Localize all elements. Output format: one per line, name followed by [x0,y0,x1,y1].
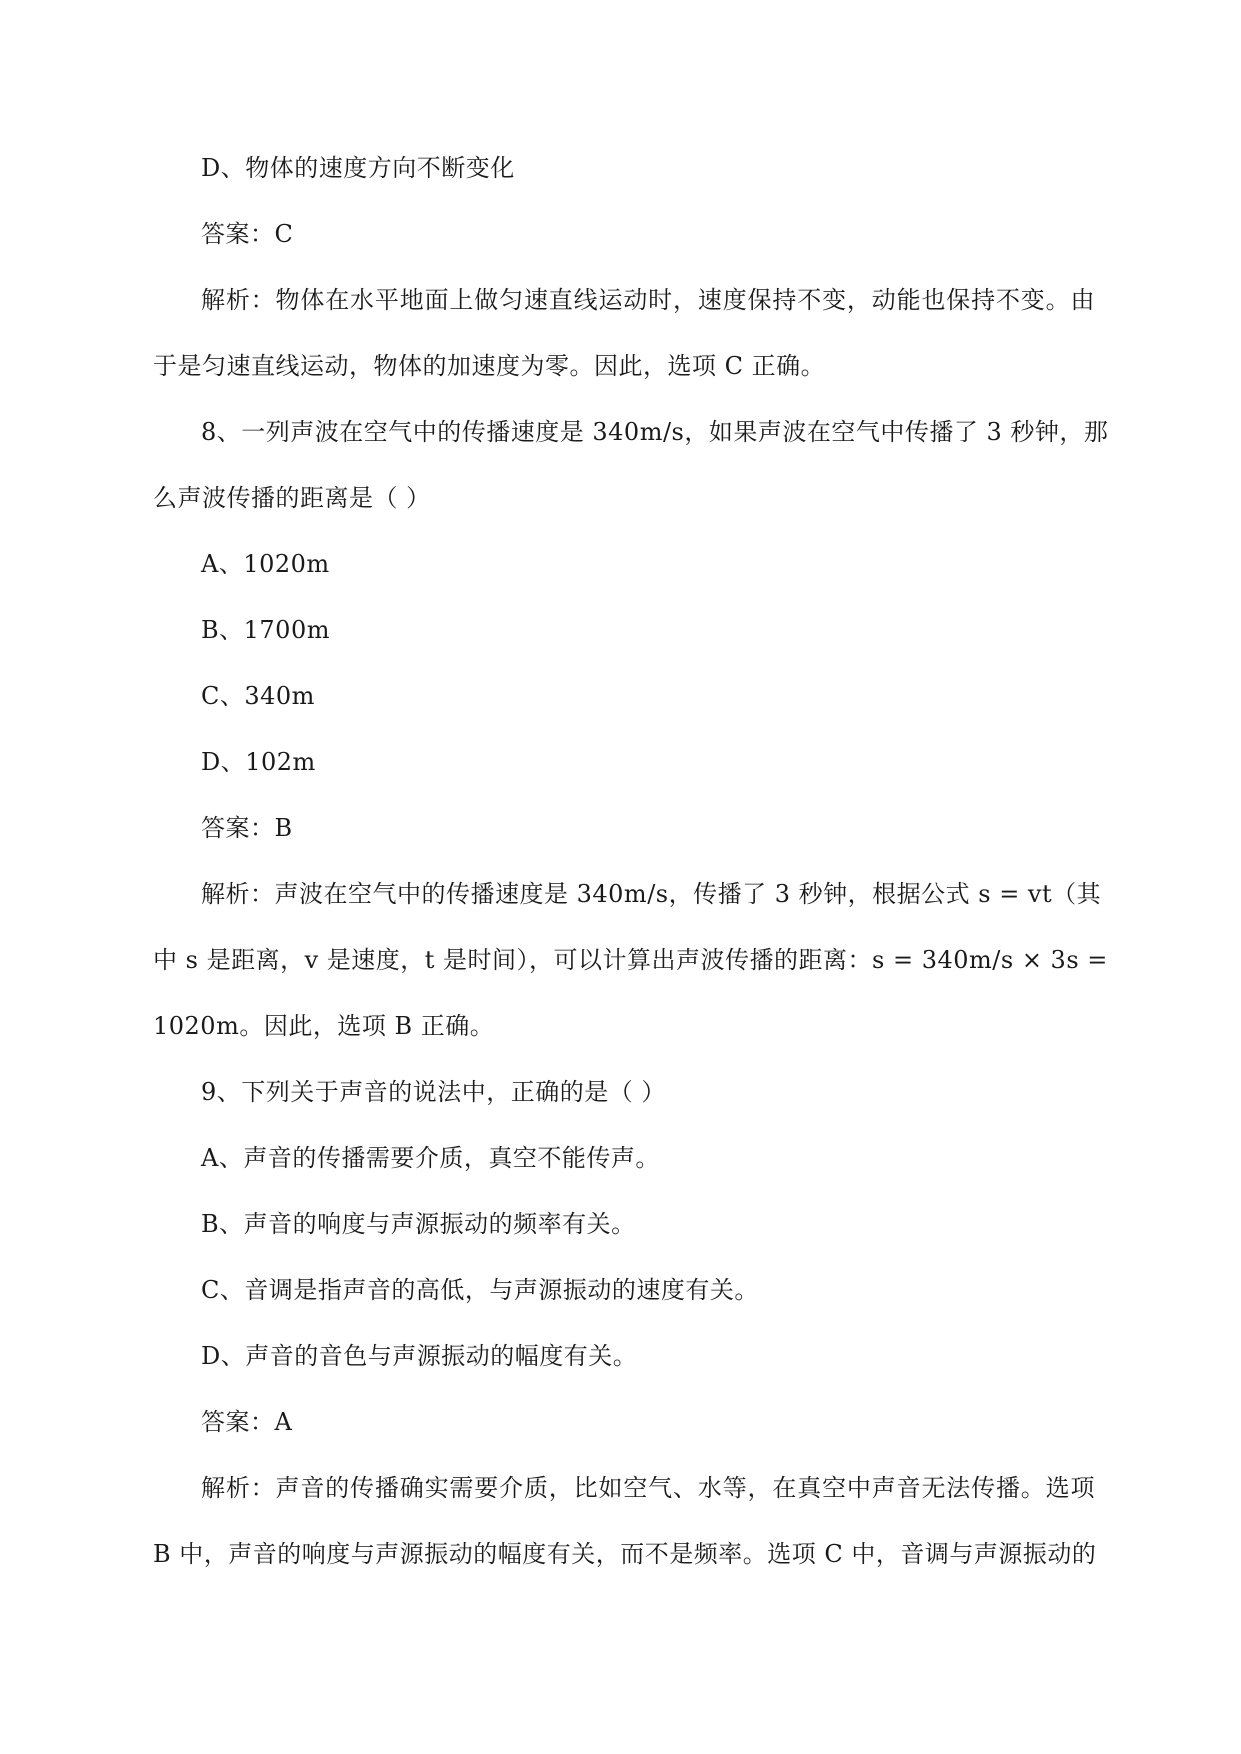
q9-option-d: D、声音的音色与声源振动的幅度有关。 [201,1342,638,1370]
q8-answer: 答案：B [201,814,293,842]
q8-question-line-1: 8、一列声波在空气中的传播速度是 340m/s，如果声波在空气中传播了 3 秒钟，那 [201,418,1109,446]
q9-question: 9、下列关于声音的说法中，正确的是（ ） [201,1078,666,1106]
q9-explanation-line-2: B 中，声音的响度与声源振动的幅度有关，而不是频率。选项 C 中，音调与声源振动的 [153,1540,1097,1568]
q8-question-line-2: 么声波传播的距离是（ ） [153,484,431,512]
q8-explanation-line-3: 1020m。因此，选项 B 正确。 [153,1012,495,1040]
q9-answer: 答案：A [201,1408,293,1436]
q8-option-d: D、102m [201,748,316,776]
q8-option-a: A、1020m [201,550,330,578]
q8-option-b: B、1700m [201,616,330,644]
q8-explanation-line-1: 解析：声波在空气中的传播速度是 340m/s，传播了 3 秒钟，根据公式 s = vt（其 [201,880,1102,908]
q7-explanation-line-2: 于是匀速直线运动，物体的加速度为零。因此，选项 C 正确。 [153,352,826,380]
q7-explanation-line-1: 解析：物体在水平地面上做匀速直线运动时，速度保持不变，动能也保持不变。由 [201,286,1095,314]
q9-explanation-line-1: 解析：声音的传播确实需要介质，比如空气、水等，在真空中声音无法传播。选项 [201,1474,1095,1502]
q9-option-b: B、声音的响度与声源振动的频率有关。 [201,1210,636,1238]
q8-explanation-line-2: 中 s 是距离，v 是速度，t 是时间），可以计算出声波传播的距离：s = 340m/s × 3s = [153,946,1108,974]
q7-option-d: D、物体的速度方向不断变化 [201,154,515,182]
q9-option-c: C、音调是指声音的高低，与声源振动的速度有关。 [201,1276,759,1304]
q9-option-a: A、声音的传播需要介质，真空不能传声。 [201,1144,660,1172]
q7-answer: 答案：C [201,220,294,248]
q8-option-c: C、340m [201,682,315,710]
